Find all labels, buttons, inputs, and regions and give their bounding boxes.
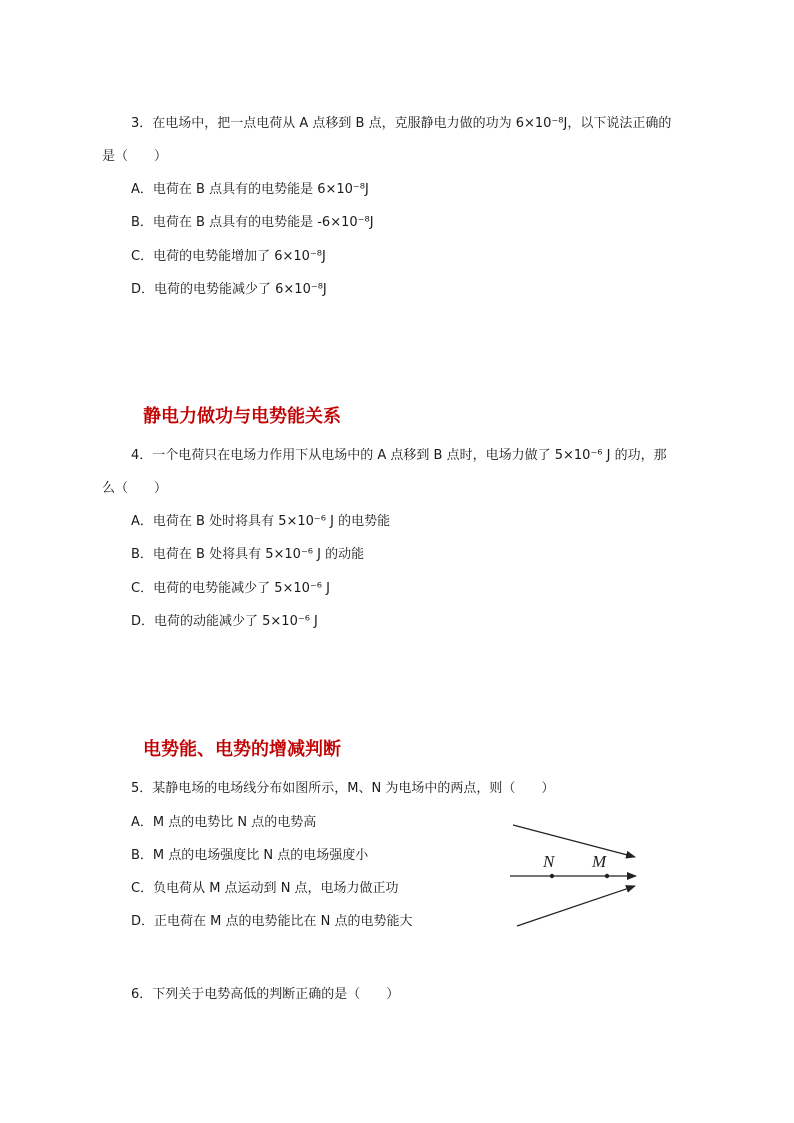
electric-field-diagram [505, 815, 645, 930]
question-3-option-c: C．电荷的电势能增加了 6×10⁻⁸J [131, 249, 326, 264]
question-4-option-b: B．电荷在 B 处将具有 5×10⁻⁶ J 的动能 [131, 547, 365, 562]
question-3-stem: 3．在电场中，把一点电荷从 A 点移到 B 点，克服静电力做的功为 6×10⁻⁸J，以下说法正确的 [131, 116, 672, 131]
point-m-label: M [592, 852, 607, 871]
question-3-option-b: B．电荷在 B 点具有的电势能是 -6×10⁻⁸J [131, 215, 374, 230]
question-5-option-c: C．负电荷从 M 点运动到 N 点，电场力做正功 [131, 881, 399, 896]
question-3-stem-cont: 是（ ） [102, 149, 168, 164]
point-n-dot [550, 874, 554, 878]
question-5-option-d: D．正电荷在 M 点的电势能比在 N 点的电势能大 [131, 914, 413, 929]
section-heading-potential-change: 电势能、电势的增减判断 [143, 739, 341, 760]
field-line-upper [513, 825, 635, 857]
question-4-option-a: A．电荷在 B 处时将具有 5×10⁻⁶ J 的电势能 [131, 514, 391, 529]
question-5-option-b: B．M 点的电场强度比 N 点的电场强度小 [131, 848, 369, 863]
question-4-option-d: D．电荷的动能减少了 5×10⁻⁶ J [131, 614, 318, 629]
question-5-option-a: A．M 点的电势比 N 点的电势高 [131, 815, 317, 830]
question-4-stem: 4．一个电荷只在电场力作用下从电场中的 A 点移到 B 点时，电场力做了 5×10⁻⁶ J 的功，那 [131, 448, 667, 463]
section-heading-work-and-potential-energy: 静电力做功与电势能关系 [143, 406, 341, 427]
field-line-lower [517, 886, 635, 926]
question-4-stem-cont: 么（ ） [102, 481, 168, 496]
question-5-stem: 5．某静电场的电场线分布如图所示，M、N 为电场中的两点，则（ ） [131, 781, 555, 796]
point-n-label: N [543, 852, 555, 871]
question-3-option-a: A．电荷在 B 点具有的电势能是 6×10⁻⁸J [131, 182, 369, 197]
question-4-option-c: C．电荷的电势能减少了 5×10⁻⁶ J [131, 581, 330, 596]
point-m-dot [605, 874, 609, 878]
question-3-option-d: D．电荷的电势能减少了 6×10⁻⁸J [131, 282, 327, 297]
question-6-stem: 6．下列关于电势高低的判断正确的是（ ） [131, 987, 400, 1002]
